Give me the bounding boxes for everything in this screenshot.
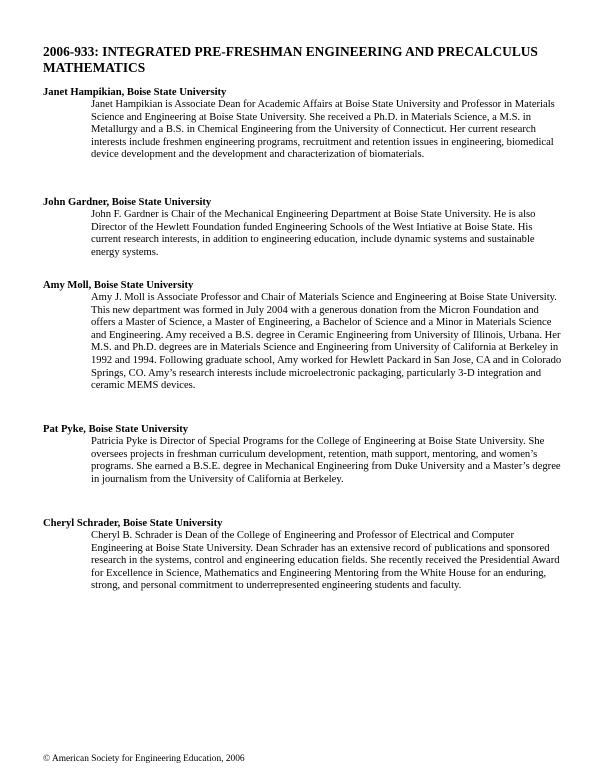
bio-name: Amy Moll, Boise State University — [43, 280, 194, 291]
bio-name: Pat Pyke, Boise State University — [43, 424, 189, 435]
bio-section-gardner — [43, 196, 563, 259]
bio-text: Cheryl B. Schrader is Dean of the College of Engineering and Professor of Electrical and Computer Engineering at Boise State University. Dean Schrader has an extensive record of publications and sponsored research in the systems, control and engineering education fields. She recently received the Presidential Award for Excellence in Science, Mathematics and Engineering Mentoring from the White House for an enduring, strong, and personal commitment to underrepresented engineering students and faculty. — [91, 530, 560, 592]
bio-text: Amy J. Moll is Associate Professor and Chair of Materials Science and Engineering at Boise State University. This new department was formed in July 2004 with a generous donation from the Micron Foundation and offers a Master of Science, a Master of Engineering, a Bachelor of Science and a Minor in Materials Science and Engineering. Amy received a B.S. degree in Ceramic Engineering from University of Illinois, Urbana. Her M.S. and Ph.D. degrees are in Materials Science and Engineering from University of California at Berkeley in 1992 and 1994. Following graduate school, Amy worked for Hewlett Packard in San Jose, CA and in Colorado Springs, CO. Amy’s research interests include microelectronic packaging, particularly 3-D integration and ceramic MEMS devices. — [91, 292, 562, 392]
bio-text: Janet Hampikian is Associate Dean for Academic Affairs at Boise State University and Professor in Materials Science and Engineering at Boise State University. She received a Ph.D. in Materials Science, a M.S. in Metallurgy and a B.S. in Chemical Engineering from the University of Connecticut. Her current research interests include freshmen engineering programs, recruitment and retention issues in engineering, biomedical device development and the development and characterization of biomaterials. — [91, 99, 555, 161]
bio-name: Janet Hampikian, Boise State University — [43, 87, 227, 98]
bio-text: John F. Gardner is Chair of the Mechanical Engineering Department at Boise State University. He is also Director of the Hewlett Foundation funded Engineering Schools of the West Intiative at Boise State. His current research interests, in addition to engineering education, include dynamic systems and sustainable energy systems. — [91, 209, 536, 258]
bio-section-schrader — [43, 517, 563, 593]
bio-section-moll — [43, 279, 563, 393]
bio-section-pyke — [43, 423, 563, 486]
document-title: 2006-933: INTEGRATED PRE-FRESHMAN ENGINEERING AND PRECALCULUS MATHEMATICS — [43, 44, 538, 75]
bio-section-hampikian — [43, 86, 563, 162]
bio-text: Patricia Pyke is Director of Special Programs for the College of Engineering at Boise State University. She oversees projects in freshman curriculum development, retention, math support, mentoring, and women’s programs. She earned a B.S.E. degree in Mechanical Engineering from Duke University and a Master’s degree in journalism from the University of California at Berkeley. — [91, 436, 561, 485]
bio-name: John Gardner, Boise State University — [43, 197, 212, 208]
copyright-footer: © American Society for Engineering Education, 2006 — [43, 754, 245, 764]
bio-name: Cheryl Schrader, Boise State University — [43, 518, 223, 529]
